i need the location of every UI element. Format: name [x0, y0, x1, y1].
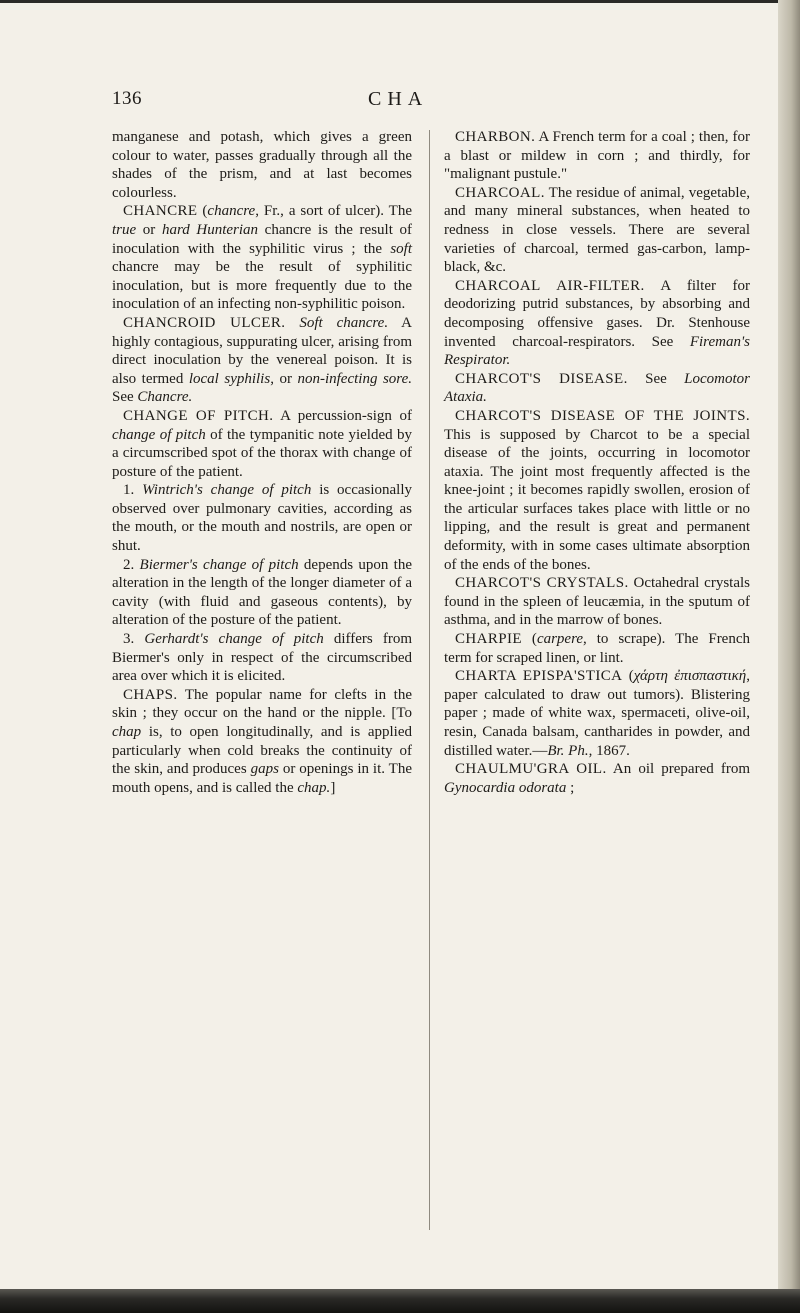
- entry-text: (: [622, 668, 634, 685]
- entry-text: , or: [270, 370, 298, 387]
- page-bottom-edge: [0, 1289, 800, 1313]
- italic-text: Fireman's Respirator.: [444, 333, 750, 369]
- entry-headword: CHAPS.: [123, 686, 178, 703]
- italic-text: chancre: [207, 203, 256, 220]
- italic-text: change of pitch: [112, 426, 206, 443]
- dictionary-entry: [112, 630, 412, 686]
- dictionary-entry: [444, 128, 750, 184]
- italic-text: Wintrich's change of pitch: [142, 482, 312, 499]
- entry-text: (: [521, 631, 537, 648]
- entry-text: 1.: [123, 482, 143, 499]
- dictionary-entry: [112, 481, 412, 555]
- entry-text: A French term for a coal ; then, for a blast or mildew in corn ; and thirdly, for "malignant pustule.": [444, 129, 750, 183]
- dictionary-entry: [444, 277, 750, 370]
- entry-headword: CHARPIE: [455, 631, 522, 648]
- italic-text: Chancre.: [137, 389, 193, 406]
- entry-text: , to scrape). The French term for scraped linen, or lint.: [444, 631, 751, 666]
- page-top-edge: [0, 0, 800, 3]
- running-head: CHA: [368, 88, 429, 110]
- entry-text: This is supposed by Charcot to be a special disease of the joints, occurring in locomotor ataxia. The joint most frequently affected is the knee-joint ; it becomes rapidly swollen, erosion of the articular surfaces takes place with little or no lipping, and the result is great and permanent deformity, with in some cases ultimate absorption of the ends of the bones.: [444, 426, 750, 573]
- italic-text: Soft chancre.: [299, 314, 389, 331]
- entry-text: 2.: [123, 556, 140, 573]
- dictionary-entry: [112, 686, 412, 798]
- entry-headword: CHAULMU'GRA OIL.: [455, 761, 607, 778]
- italic-text: soft: [390, 240, 412, 257]
- dictionary-entry: [112, 314, 412, 407]
- italic-text: Gynocardia odorata: [444, 779, 567, 796]
- italic-text: χάρτη ἐπισπαστική: [633, 668, 747, 685]
- entry-text: Octahedral crystals found in the spleen of leucæmia, in the sputum of asthma, and in the marrow of bones.: [444, 575, 750, 629]
- italic-text: non-infecting sore.: [297, 370, 412, 387]
- entry-text: The residue of animal, vegetable, and many mineral substances, when heated to redness in close vessels. There are several varieties of charcoal, termed gas-carbon, lamp-black, &c.: [444, 184, 750, 276]
- entry-headword: CHARTA EPISPA'STICA: [455, 668, 623, 685]
- page-right-edge: [778, 0, 800, 1313]
- entry-text: ;: [566, 779, 575, 796]
- entry-headword: CHANGE OF PITCH.: [123, 407, 274, 424]
- dictionary-entry: [112, 202, 412, 314]
- entry-text: is occasionally observed over pulmonary cavities, according as the mouth, or the mouth and nostrils, are open or shut.: [112, 482, 413, 555]
- entry-text: [285, 315, 299, 331]
- page-header: [112, 88, 692, 116]
- dictionary-entry: [112, 128, 412, 202]
- entry-headword: CHARCOT'S DISEASE OF THE JOINTS.: [455, 407, 750, 424]
- dictionary-entry: [444, 407, 750, 574]
- entry-headword: CHARCOT'S DISEASE.: [455, 370, 628, 387]
- entry-text: A percussion-sign of: [273, 407, 413, 424]
- entry-headword: CHARCOAL AIR-FILTER.: [455, 277, 645, 294]
- entry-text: A highly contagious, suppurating ulcer, arising from direct inoculation by the venereal poison. It is also termed: [112, 314, 412, 387]
- entry-text: , Fr., a sort of ulcer). The: [255, 203, 412, 220]
- entry-text: chancre is the result of inoculation with the syphilitic virus ; the: [112, 221, 413, 257]
- italic-text: carpere: [536, 631, 584, 648]
- dictionary-entry: [444, 630, 750, 667]
- dictionary-entry: [444, 760, 750, 797]
- entry-headword: CHARCOAL.: [455, 184, 545, 201]
- entry-text: A filter for deodorizing putrid substances, by absorbing and decomposing offensive gases. Dr. Stenhouse invented charcoal-respirators. See: [444, 277, 751, 350]
- entry-text: ]: [330, 779, 336, 796]
- column-divider: [429, 130, 430, 1230]
- entry-text: (: [197, 203, 208, 220]
- entry-text: or openings in it. The mouth opens, and is called the: [112, 761, 412, 796]
- dictionary-entry: [112, 556, 412, 630]
- italic-text: chap: [112, 724, 142, 740]
- italic-text: Gerhardt's change of pitch: [144, 631, 324, 648]
- dictionary-entry: [444, 667, 750, 760]
- left-column: [112, 128, 412, 797]
- italic-text: Locomotor Ataxia.: [444, 370, 750, 406]
- italic-text: Biermer's change of pitch: [139, 556, 299, 573]
- italic-text: local syphilis: [188, 370, 271, 387]
- entry-text: See: [112, 389, 138, 406]
- entry-text: An oil prepared from: [606, 761, 750, 778]
- italic-text: true: [112, 221, 137, 238]
- right-column: [444, 128, 750, 797]
- entry-text: chancre may be the result of syphilitic inoculation, but is more frequently due to the inoculation of an infecting non-syphilitic poison.: [112, 259, 412, 313]
- entry-text: or: [136, 221, 162, 238]
- entry-text: 3.: [123, 631, 145, 648]
- entry-text: depends upon the alteration in the length of the longer diameter of a cavity (with fluid and gaseous contents), by alteration of the posture of the patient.: [112, 556, 412, 629]
- entry-text: differs from Biermer's only in respect of the circumscribed area over which it is elicited.: [112, 631, 413, 685]
- entry-text: of the tympanitic note yielded by a circumscribed spot of the thorax with change of posture of the patient.: [112, 426, 412, 480]
- dictionary-entry: [444, 370, 750, 407]
- dictionary-entry: [444, 574, 750, 630]
- entry-text: is, to open longitudinally, and is applied particularly when cold breaks the continuity of the skin, and produces: [112, 724, 412, 778]
- italic-text: gaps: [250, 761, 279, 778]
- dictionary-entry: [112, 407, 412, 481]
- entry-text: , 1867.: [588, 742, 630, 759]
- entry-text: See: [627, 370, 685, 387]
- entry-text: manganese and potash, which gives a green colour to water, passes gradually through all the shades of the prism, and at last becomes colourless.: [112, 129, 412, 201]
- italic-text: Br. Ph.: [547, 742, 589, 759]
- italic-text: hard Hunterian: [161, 221, 259, 238]
- entry-headword: CHARCOT'S CRYSTALS.: [455, 575, 629, 592]
- entry-text: , paper calculated to draw out tumors). Blistering paper ; made of white wax, spermaceti, olive-oil, resin, Canada balsam, cantharides in powder, and distilled water.—: [444, 668, 751, 759]
- entry-text: The popular name for clefts in the skin ; they occur on the hand or the nipple. [To: [112, 686, 412, 722]
- italic-text: chap.: [297, 779, 331, 796]
- entry-headword: CHANCRE: [123, 203, 198, 220]
- entry-headword: CHANCROID ULCER.: [123, 314, 286, 331]
- page-number: 136: [112, 88, 142, 109]
- entry-headword: CHARBON.: [455, 129, 536, 145]
- dictionary-entry: [444, 184, 750, 277]
